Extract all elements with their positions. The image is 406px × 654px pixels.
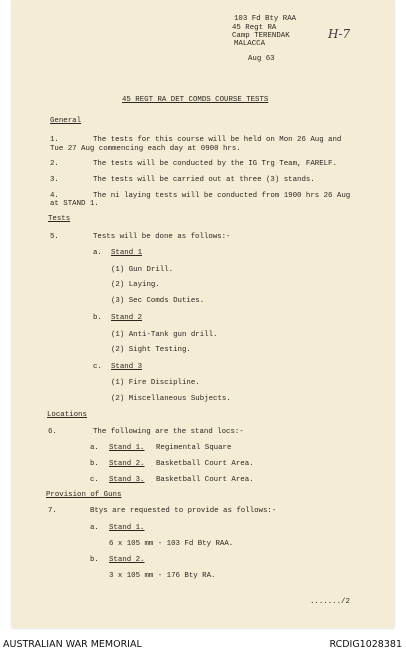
guns-b-letter: b. [90,556,99,564]
stand-1-item-3: (3) Sec Comds Duties. [111,297,205,305]
para-4-line-1: The ni laying tests will be conducted from 1900 hrs 26 Aug [93,192,351,200]
location-3-place: Basketball Court Area. [156,476,254,484]
para-5-number: 5. [50,233,59,241]
para-6-number: 6. [48,428,57,436]
address-line-1: 103 Fd Bty RAA [234,15,297,23]
heading-provision-of-guns: Provision of Guns [46,491,122,499]
stand-3-letter: c. [93,363,102,371]
para-1-number: 1. [50,136,59,144]
location-3-stand: Stand 3. [109,476,145,484]
location-3-letter: c. [90,476,99,484]
date: Aug 63 [248,55,275,63]
location-1-letter: a. [90,444,99,452]
para-1-line-2: Tue 27 Aug commencing each day at 0900 hrs. [50,145,241,153]
stand-3-title: Stand 3 [111,363,143,371]
stand-2-title: Stand 2 [111,314,143,322]
guns-a-letter: a. [90,524,99,532]
stand-2-letter: b. [93,314,102,322]
para-5: Tests will be done as follows:- [93,233,231,241]
stand-1-item-1: (1) Gun Drill. [111,266,174,274]
para-4-line-2: at STAND 1. [50,200,99,208]
para-6: The following are the stand locs:- [93,428,244,436]
location-2-place: Basketball Court Area. [156,460,254,468]
address-line-3: Camp TERENDAK [232,32,290,40]
guns-a-stand: Stand 1. [109,524,145,532]
footer-record-id: RCDIG1028381 [329,639,402,650]
location-1-stand: Stand 1. [109,444,145,452]
heading-general: General [50,117,82,125]
address-line-4: MALACCA [234,40,266,48]
para-2: The tests will be conducted by the IG Trg Team, FARELF. [93,160,337,168]
stand-1-letter: a. [93,249,102,257]
location-2-stand: Stand 2. [109,460,145,468]
stand-2-item-2: (2) Sight Testing. [111,346,191,354]
guns-b-line: 3 x 105 mm - 176 Bty RA. [109,572,216,580]
footer-institution: AUSTRALIAN WAR MEMORIAL [3,639,142,650]
para-2-number: 2. [50,160,59,168]
heading-locations: Locations [47,411,87,419]
guns-a-line: 6 x 105 mm - 103 Fd Bty RAA. [109,540,234,548]
stand-3-item-1: (1) Fire Discipline. [111,379,200,387]
stand-3-item-2: (2) Miscellaneous Subjects. [111,395,231,403]
guns-b-stand: Stand 2. [109,556,145,564]
document-title: 45 REGT RA DET COMDS COURSE TESTS [122,96,269,104]
stand-1-title: Stand 1 [111,249,143,257]
para-7: Btys are requested to provide as follows:- [90,507,277,515]
address-line-2: 45 Regt RA [232,24,277,32]
stand-2-item-1: (1) Anti-Tank gun drill. [111,331,218,339]
para-4-number: 4. [50,192,59,200]
para-3-number: 3. [50,176,59,184]
location-2-letter: b. [90,460,99,468]
stand-1-item-2: (2) Laying. [111,281,160,289]
document-page [12,0,394,628]
location-1-place: Regimental Square [156,444,232,452]
handwritten-ref: H-7 [328,27,351,41]
para-1-line-1: The tests for this course will be held on Mon 26 Aug and [93,136,342,144]
continuation-mark: ......./2 [310,598,350,606]
para-7-number: 7. [48,507,57,515]
heading-tests: Tests [48,215,71,223]
para-3: The tests will be carried out at three (3) stands. [93,176,315,184]
